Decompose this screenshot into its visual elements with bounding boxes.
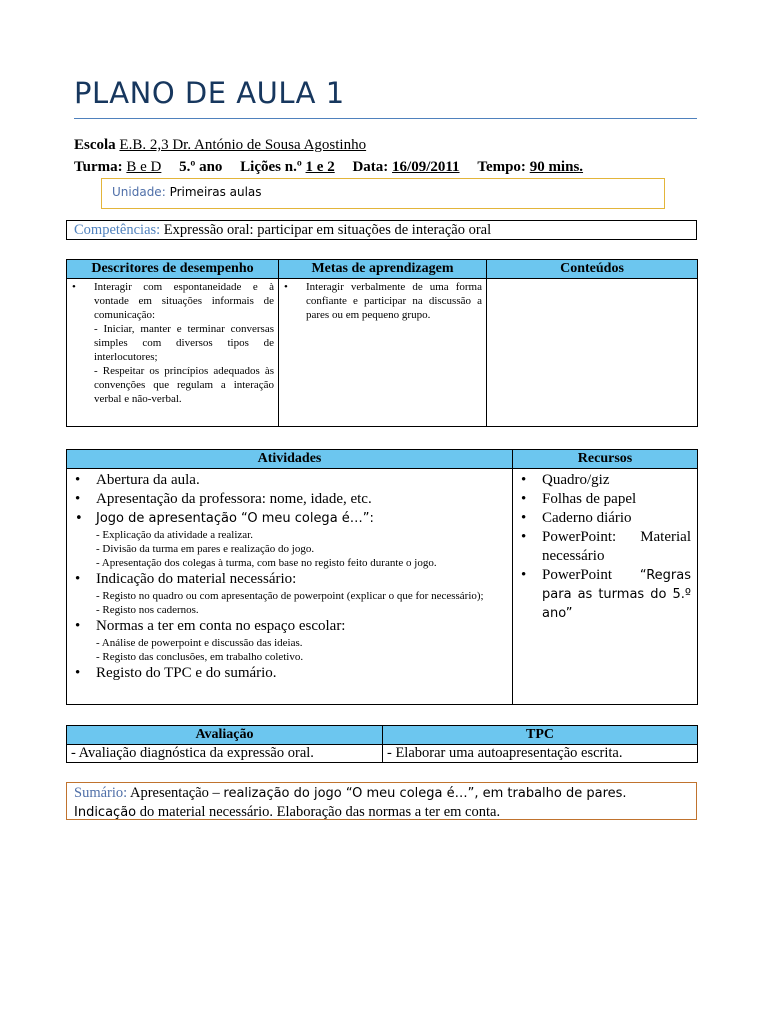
- descritores-cell: [67, 279, 279, 427]
- activity-subitem: - Registo das conclusões, em trabalho coletivo.: [96, 651, 304, 663]
- competencias-box: [66, 220, 697, 240]
- activity-item: • Jogo de apresentação “O meu colega é…”:: [67, 509, 512, 528]
- atividades-cell: [67, 469, 513, 705]
- sumario-text: Apresentação –: [127, 785, 224, 801]
- activity-subitem: - Análise de powerpoint e discussão das ideias.: [96, 637, 303, 649]
- unidade-value: Primeiras aulas: [169, 185, 262, 199]
- recursos-cell: [513, 469, 698, 705]
- licoes-value: 1 e 2: [305, 159, 335, 175]
- resource-item: • PowerPoint: Material necessário: [513, 528, 697, 566]
- list-item: • Interagir verbalmente de uma forma confiante e participar na discussão a pares ou em pequeno grupo.: [279, 280, 486, 322]
- activity-item: • Registo do TPC e do sumário.: [67, 664, 512, 683]
- turma-label: Turma:: [74, 159, 123, 175]
- atividades-header: Atividades: [67, 450, 513, 469]
- resource-item: • Quadro/giz: [513, 471, 697, 490]
- descritor-sub: - Iniciar, manter e terminar conversas simples com diversos tipos de interlocutores;: [94, 323, 274, 363]
- tempo-value: 90 mins.: [529, 159, 584, 175]
- tempo-label: Tempo:: [477, 159, 526, 175]
- sumario-text: realização do jogo “O meu colega é…”, em trabalho de pares. Indicação: [74, 786, 627, 820]
- avaliacao-table: [66, 725, 698, 763]
- activity-subitem: - Explicação da atividade a realizar.: [96, 529, 253, 541]
- metas-cell: [279, 279, 487, 427]
- recursos-header: Recursos: [513, 450, 698, 469]
- data-label: Data:: [352, 159, 389, 175]
- page-title: PLANO DE AULA 1: [74, 76, 345, 110]
- activity-item: • Normas a ter em conta no espaço escolar:: [67, 617, 512, 636]
- class-info-line: [74, 159, 583, 176]
- resource-label: PowerPoint: [542, 567, 640, 583]
- licoes-label: Lições n.º: [240, 159, 302, 175]
- tpc-cell: - Elaborar uma autoapresentação escrita.: [383, 745, 698, 763]
- activity-item: • Apresentação da professora: nome, idade, etc.: [67, 490, 512, 509]
- ano-value: 5.º ano: [179, 159, 223, 175]
- sumario-text: do material necessário. Elaboração das normas a ter em conta.: [136, 804, 501, 820]
- tpc-header: TPC: [383, 726, 698, 745]
- descritores-header: Descritores de desempenho: [67, 260, 279, 279]
- activity-item: • Abertura da aula.: [67, 471, 512, 490]
- metas-header: Metas de aprendizagem: [279, 260, 487, 279]
- descritor-sub: - Respeitar os princípios adequados às convenções que regulam a interação verbal e não-verbal.: [94, 365, 274, 405]
- activity-subitem: - Apresentação dos colegas à turma, com base no registo feito durante o jogo.: [96, 557, 437, 569]
- conteudos-cell: [487, 279, 698, 427]
- descritores-table: [66, 259, 698, 427]
- atividades-table: [66, 449, 698, 705]
- competencias-label: Competências:: [74, 222, 161, 238]
- school-value: E.B. 2,3 Dr. António de Sousa Agostinho: [119, 137, 367, 153]
- list-item: [67, 280, 278, 406]
- sumario-box: [66, 782, 697, 820]
- resource-item: • Caderno diário: [513, 509, 697, 528]
- descritor-main: • Interagir com espontaneidade e à vontade em situações informais de comunicação:: [94, 281, 274, 321]
- avaliacao-cell: - Avaliação diagnóstica da expressão oral.: [67, 745, 383, 763]
- unidade-label: Unidade:: [112, 185, 166, 199]
- activity-subitem: - Registo nos cadernos.: [96, 604, 199, 616]
- school-line: [74, 137, 366, 154]
- activity-subitem: - Divisão da turma em pares e realização do jogo.: [96, 543, 315, 555]
- conteudos-header: Conteúdos: [487, 260, 698, 279]
- sumario-label: Sumário:: [74, 785, 128, 801]
- activity-subitem: - Registo no quadro ou com apresentação de powerpoint (explicar o que for necessário);: [96, 590, 484, 602]
- resource-title: “Regras para as turmas do 5.º ano”: [542, 568, 691, 621]
- activity-item: • Indicação do material necessário:: [67, 570, 512, 589]
- unidade-box: [101, 178, 665, 209]
- turma-value: B e D: [126, 159, 162, 175]
- resource-item: [513, 566, 697, 623]
- title-divider: [74, 118, 697, 119]
- avaliacao-header: Avaliação: [67, 726, 383, 745]
- resource-item: • Folhas de papel: [513, 490, 697, 509]
- competencias-value: Expressão oral: participar em situações de interação oral: [163, 222, 492, 238]
- school-label: Escola: [74, 137, 116, 153]
- data-value: 16/09/2011: [392, 159, 460, 175]
